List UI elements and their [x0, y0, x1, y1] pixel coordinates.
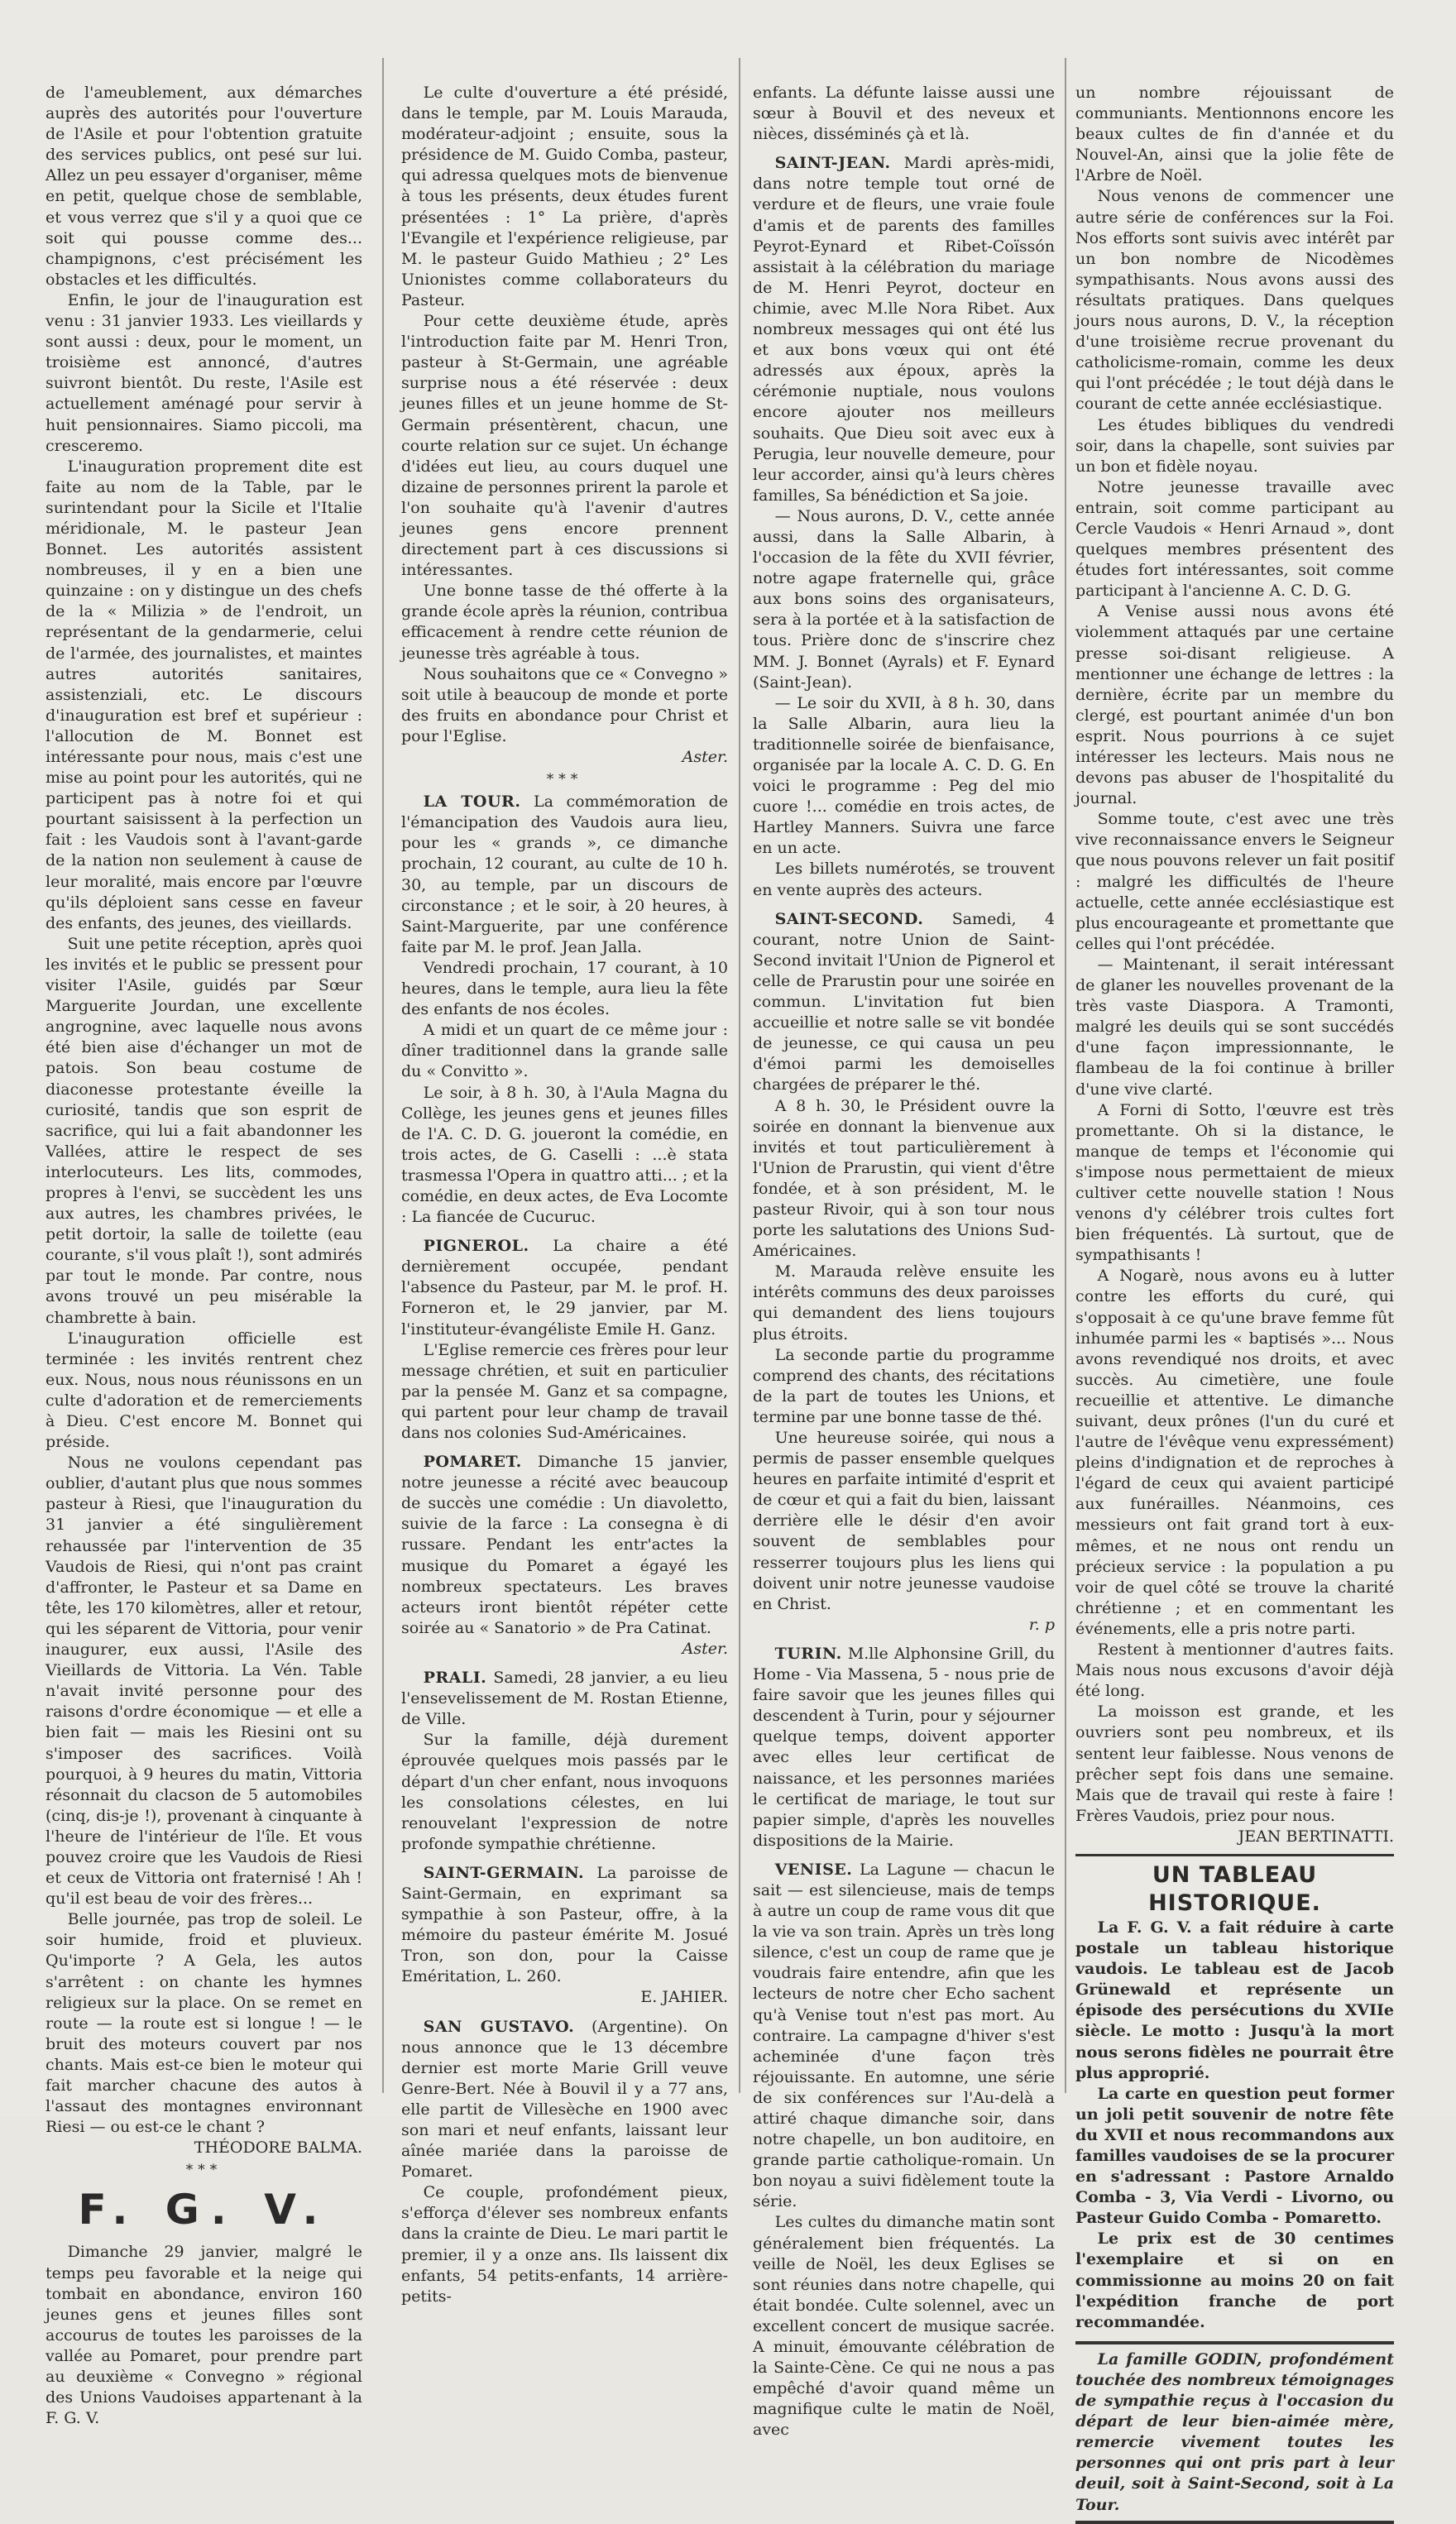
paragraph: Le soir, à 8 h. 30, à l'Aula Magna du Collège, les jeunes gens et jeunes filles de l'A. C. D. G. joueront la comédie, en trois actes, de G. Caselli : ...è stata trasmessa l'Opera in quattro atti... ; et la comédie, en deux actes, de Eva Locomte : La fiancée de Cucuruc. [401, 1083, 728, 1227]
paragraph: enfants. La défunte laisse aussi une sœur à Bouvil et des neveux et nièces, disséminés çà et là. [753, 84, 1055, 144]
item-text: La Lagune — chacun le sait — est silencieuse, mais de temps à autre un coup de rame vous dit que la vie va son train. Après un très long silence, c'est un coup de rame que je voudrais faire entendre, afin que les lecteurs de notre cher Echo sachent qu'à Venise tout n'est pas mort. Au contraire. La campagne d'hiver s'est acheminée d'une façon très réjouissante. En automne, une série de six conférences sur l'Au-delà a attiré chaque dimanche soir, dans notre chapelle, un bon auditoire, en grande partie catholique-romain. Un bon noyau a suivi fidèlement toute la série. [753, 1860, 1055, 2211]
paragraph: A Forni di Sotto, l'œuvre est très promettante. Oh si la distance, le manque de temps et l'économie qui s'impose nous permettaient de mieux cultiver cette nouvelle station ! Nous venons d'y célébrer trois cultes fort bien fréquentés. Là surtout, que de sympathisants ! [1075, 1100, 1394, 1265]
news-item-la-tour [401, 792, 728, 958]
news-item-saint-germain [401, 1863, 728, 1988]
item-text: (Argentine). On nous annonce que le 13 décembre dernier est morte Marie Grill veuve Genre-Bert. Née à Bouvil il y a 77 ans, elle partit de Villesèche en 1900 avec son mari et neuf enfants, laissant leur aînée mariée dans la paroisse de Pomaret. [401, 2017, 728, 2182]
paragraph: La carte en question peut former un joli petit souvenir de notre fête du XVII et nous recommandons aux familles vaudoises de se la procurer en s'adressant : Pastore Arnaldo Comba - 3, Via Verdi - Livorno, ou Pasteur Guido Comba - Pomaretto. [1075, 2084, 1394, 2228]
item-text: Samedi, 4 courant, notre Union de Saint-Second invitait l'Union de Pignerol et celle de Prarustin pour une soirée en commun. L'invitation fut bien accueillie et notre salle se vit bondée de jeunesse, ce qui causa un peu d'émoi parmi les demoiselles chargées de préparer le thé. [753, 909, 1056, 1094]
section-head: PRALI. [423, 1669, 487, 1688]
paragraph: Les billets numérotés, se trouvent en vente auprès des acteurs. [753, 860, 1055, 899]
paragraph: La F. G. V. a fait réduire à carte postale un tableau historique vaudois. Le tableau est de Jacob Grünewald et représente un épisode des persécutions du XVIIe siècle. Le motto : Jusqu'à la mort nous serons fidèles ne pourrait être plus approprié. [1075, 1918, 1394, 2082]
paragraph: Restent à mentionner d'autres faits. Mais nous nous excusons d'avoir déjà été long. [1075, 1640, 1394, 1701]
signature: E. JAHIER. [640, 1988, 728, 2007]
paragraph: Ce couple, profondément pieux, s'efforça d'élever ses nombreux enfants dans la crainte de Dieu. Le mari partit le premier, il y a onze ans. Ils laissent dix enfants, 54 petits-enfants, 14 arrière-petits- [401, 2183, 728, 2306]
paragraph: de l'ameublement, aux démarches auprès des autorités pour l'ouverture de l'Asile et pour l'obtention gratuite des services publics, ont pesé sur lui. Allez un peu essayer d'organiser, même en petit, quelque chose de semblable, et vous verrez que s'il y a quoi que ce soit qui pousse comme des... champignons, c'est précisément les obstacles et les difficultés. [46, 84, 362, 289]
paragraph: L'inauguration proprement dite est faite au nom de la Table, par le surintendant pour la Sicile et l'Italie méridionale, M. le pasteur Jean Bonnet. Les autorités assistent nombreuses, il y en a bien une quinzaine : on y distingue un des chefs de la « Milizia » de l'endroit, un représentant de la gendarmerie, celui de l'armée, des journalistes, et maintes autres autorités sanitaires, assistenziali, etc. Le discours d'inauguration est bref et supérieur : l'allocution de M. Bonnet est intéressante pour nous, mais c'est une mise au point pour les autorités, qui ne participent pas à notre foi et qui pourtant saisissent à la perfection un fait : les Vaudois sont à l'avant-garde de la nation non seulement à cause de leur moralité, mais encore par l'œuvre qu'ils déploient sans cesse en faveur des enfants, des jeunes, des vieillards. [46, 457, 362, 932]
separator-stars: *** [546, 771, 583, 788]
column-3 [753, 83, 1056, 2440]
section-head: SAINT-JEAN. [774, 154, 891, 173]
paragraph: Suit une petite réception, après quoi les invités et le public se pressent pour visiter l'Asile, guidés par Sœur Marguerite Jourdan, une excellente angrognine, avec laquelle nous avons été bien aise d'échanger un mot de patois. Son beau costume de diaconesse protestante éveille la curiosité, tandis que son esprit de sacrifice, qui lui a fait abandonner les Vallées, attire le respect de ses interlocuteurs. Les lits, commodes, propres à l'envi, se succèdent les uns aux autres, les chambres privées, le petit dortoir, la salle de toilette (eau courante, s'il vous plaît !), sont admirés par tout le monde. Par contre, nous avons trouvé un peu misérable la chambrette à bain. [46, 934, 362, 1327]
column-2 [401, 83, 729, 2306]
paragraph: Les études bibliques du vendredi soir, dans la chapelle, sont suivies par un bon et fidèle noyau. [1075, 415, 1394, 476]
signature: Aster. [682, 1639, 728, 1658]
paragraph: Pour cette deuxième étude, après l'introduction faite par M. Henri Tron, pasteur à St-Germain, une agréable surprise nous a été réservée : deux jeunes filles et un jeune homme de St-Germain présentèrent, chacun, une courte relation sur ce sujet. Un échange d'idées eut lieu, au cours duquel une dizaine de personnes prirent la parole et l'on souhaite qu'à l'avenir d'autres jeunes gens encore prennent directement part à ces discussions si intéressantes. [401, 312, 728, 580]
signature: r. p [1028, 1615, 1055, 1634]
paragraph: Nous souhaitons que ce « Convegno » soit utile à beaucoup de monde et porte des fruits en abondance pour Christ et pour l'Eglise. [401, 664, 728, 745]
paragraph: — Nous aurons, D. V., cette année aussi, dans la Salle Albarin, à l'occasion de la fête du XVII février, notre agape fraternelle qui, grâce aux bons soins des organisateurs, sera à la portée et à la satisfaction de tous. Prière donc de s'inscrire chez MM. J. Bonnet (Ayrals) et F. Eynard (Saint-Jean). [753, 506, 1055, 692]
paragraph: A Venise aussi nous avons été violemment attaqués par une certaine presse soi-disant religieuse. A mentionner une échange de lettres : la dernière, écrite par un membre du clergé, est pourtant animée d'un bon esprit. Nous pourrions à ce sujet intéresser les lecteurs. Mais nous ne devons pas abuser de l'hospitalité du journal. [1075, 602, 1394, 808]
paragraph: Somme toute, c'est avec une très vive reconnaissance envers le Seigneur que nous pouvons relever un fait positif : malgré les difficultés de l'heure actuelle, cette année ecclésiastique est plus encourageante et promettante que celles qui l'ont précédée. [1075, 810, 1394, 953]
item-text: La paroisse de Saint-Germain, en exprimant sa sympathie à son Pasteur, offre, à la mémoire du pasteur émérite M. Josué Tron, son don, pour la Caisse Eméritation, L. 260. [401, 1863, 728, 1986]
section-head: SAINT-GERMAIN. [423, 1863, 585, 1882]
paragraph: L'Eglise remercie ces frères pour leur message chrétien, et suit en particulier par la pensée M. Ganz et sa compagne, qui partent pour leur champ de travail dans nos colonies Sud-Américaines. [401, 1340, 728, 1442]
column-rule [1065, 58, 1066, 2093]
news-item-venise [753, 1860, 1055, 2213]
news-item-saint-second [753, 909, 1055, 1096]
paragraph: Le prix est de 30 centimes l'exemplaire et si on en commissionne au moins 20 on fait l'expédition franche de port recommandée. [1075, 2229, 1394, 2331]
item-text: Dimanche 15 janvier, notre jeunesse a récité avec beaucoup de succès une comédie : Un diavoletto, suivie de la farce : La consegna è di russare. Pendant les entr'actes la musique du Pomaret a égayé les nombreux spectateurs. Les braves acteurs iront bientôt répéter cette soirée au « Sanatorio » de Pra Catinat. [401, 1453, 728, 1637]
news-item-pomaret [401, 1452, 728, 1639]
news-item-saint-jean [753, 153, 1055, 506]
paragraph: Nous ne voulons cependant pas oublier, d'autant plus que nous sommes pasteur à Riesi, que l'inauguration du 31 janvier a été singulièrement rehaussée par l'intervention de 35 Vaudois de Riesi, qui n'ont pas craint d'affronter, le Pasteur et sa Dame en tête, les 170 kilomètres, aller et retour, qui les séparent de Vittoria, pour venir inaugurer, eux aussi, l'Asile des Vieillards de Vittoria. La Vén. Table n'avait invité personne pour des raisons d'ordre économique — et elle a bien fait — mais les Riesini ont su s'imposer des sacrifices. Voilà pourquoi, à 9 heures du matin, Vittoria résonnait du clacson de 5 automobiles (cinq, dis-je !), provenant à cinquante à l'heure de l'intérieur de l'île. Et vous pouvez croire que les Vaudois de Riesi et ceux de Vittoria ont fraternisé ! Ah ! qu'il est beau de voir des frères... [46, 1454, 362, 1909]
paragraph: Le culte d'ouverture a été présidé, dans le temple, par M. Louis Marauda, modérateur-adjoint ; ensuite, sous la présidence de M. Guido Comba, pasteur, qui adressa quelques mots de bienvenue à tous les présents, deux études furent présentées : 1° La prière, d'après l'Evangile et l'expérience religieuse, par M. le pasteur Guido Mathieu ; 2° Les Unionistes comme collaborateurs du Pasteur. [401, 84, 728, 309]
news-item-pignerol [401, 1236, 728, 1339]
section-head: SAN GUSTAVO. [423, 2017, 575, 2036]
paragraph: un nombre réjouissant de communiants. Mentionnons encore les beaux cultes de fin d'année et du Nouvel-An, ainsi que la jolie fête de l'Arbre de Noël. [1075, 84, 1394, 185]
section-head: SAINT-SECOND. [774, 909, 924, 928]
paragraph: Sur la famille, déjà durement éprouvée quelques mois passés par le départ d'un cher enfant, nous invoquons les consolations célestes, en lui renouvelant l'expression de notre profonde sympathie chrétienne. [401, 1731, 728, 1853]
paragraph: Enfin, le jour de l'inauguration est venu : 31 janvier 1933. Les vieillards y sont aussi : deux, pour le moment, un troisième est annoncé, d'autres suivront bientôt. Du reste, l'Asile est actuellement aménagé pour servir à huit pensionnaires. Siamo piccoli, ma cresceremo. [46, 290, 362, 455]
paragraph: Belle journée, pas trop de soleil. Le soir humide, froid et pluvieux. Qu'importe ? A Gela, les autos s'arrêtent : on chante les hymnes religieux sur la place. On se remet en route — la route est si longue ! — le bruit des moteurs couvert par nos chants. Mais est-ce bien le moteur qui fait marcher chacune des autos à l'assaut des montagnes environnant Riesi — ou est-ce le chant ? [46, 1910, 362, 2137]
paragraph: Vendredi prochain, 17 courant, à 10 heures, dans le temple, aura lieu la fête des enfants de nos écoles. [401, 958, 728, 1019]
paragraph: A 8 h. 30, le Président ouvre la soirée en donnant la bienvenue aux invités et tout particulièrement à l'Union de Prarustin, qui vient d'être fondée, et à son président, M. le pasteur Rivoir, qui à son tour nous porte les salutations des Unions Sud-Américaines. [753, 1096, 1055, 1261]
paragraph: La moisson est grande, et les ouvriers sont peu nombreux, et ils sentent leur faiblesse. Nous venons de prêcher sept fois dans une semaine. Mais que de travail qui reste à faire ! Frères Vaudois, priez pour nous. [1075, 1703, 1394, 1825]
column-1 [46, 83, 362, 2428]
section-head: PIGNEROL. [423, 1237, 529, 1256]
paragraph: M. Marauda relève ensuite les intérêts communs des deux paroisses qui demandent des liens toujours plus étroits. [753, 1262, 1055, 1343]
fgv-title: F. G. V. [78, 2186, 330, 2234]
paragraph: Une bonne tasse de thé offerte à la grande école après la réunion, contribua efficacement à rendre cette réunion de jeunesse très agréable à tous. [401, 582, 728, 663]
signature: Aster. [682, 748, 728, 766]
news-item-prali [401, 1668, 728, 1730]
section-head: POMARET. [423, 1453, 522, 1472]
item-text: La commémoration de l'émancipation des Vaudois aura lieu, pour les « grands », ce dimanche prochain, 12 courant, au culte de 10 h. 30, au temple, par un discours de circonstance ; et le soir, à 20 heures, à Saint-Marguerite, par une conférence faite par M. le prof. Jean Jalla. [401, 793, 729, 956]
news-item-san-gustavo [401, 2017, 728, 2183]
column-rule [739, 58, 740, 2093]
paragraph: L'inauguration officielle est terminée : les invités rentrent chez eux. Nous, nous nous réunissons en un culte d'adoration et de remerciements à Dieu. C'est encore M. Bonnet qui préside. [46, 1329, 362, 1452]
paragraph: Nous venons de commencer une autre série de conférences sur la Foi. Nos efforts sont suivis avec intérêt par un bon nombre de Nicodèmes sympathisants. Nous avons aussi des résultats pratiques. Dans quelques jours nous aurons, D. V., la réception d'une troisième recrue provenant du catholicisme-romain, comme les deux qui l'ont précédée ; le tout déjà dans le courant de cette année ecclésiastique. [1075, 187, 1394, 414]
column-4 [1075, 83, 1394, 2514]
section-head: VENISE. [774, 1860, 853, 1879]
separator-stars: *** [185, 2162, 223, 2179]
column-rule [382, 58, 384, 2093]
paragraph: Une heureuse soirée, qui nous a permis de passer ensemble quelques heures en parfaite intimité d'esprit et de cœur et qui a fait du bien, laissant derrière elle le désir d'en avoir souvent de semblables pour resserrer toujours plus les liens qui doivent unir notre jeunesse vaudoise en Christ. [753, 1429, 1055, 1613]
section-head: LA TOUR. [423, 793, 521, 812]
signature: THÉODORE BALMA. [194, 2138, 362, 2158]
tableau-historique-title: UN TABLEAU HISTORIQUE. [1075, 1854, 1394, 1918]
paragraph: A midi et un quart de ce même jour : dîner traditionnel dans la grande salle du « Convitto ». [401, 1021, 728, 1081]
paragraph: — Maintenant, il serait intéressant de glaner les nouvelles provenant de la très vaste Diaspora. A Tramonti, malgré les deuils qui se sont succédés d'une façon impressionnante, le flambeau de la foi continue à briller d'une vive clarté. [1075, 955, 1394, 1099]
section-head: TURIN. [774, 1644, 842, 1663]
paragraph: Dimanche 29 janvier, malgré le temps peu favorable et la neige qui tombait en abondance, environ 160 jeunes gens et jeunes filles sont accourus de toutes les paroisses de la vallée au Pomaret, pour prendre part au deuxième « Convegno » régional des Unions Vaudoises appartenant à la F. G. V. [46, 2243, 362, 2428]
signature: JEAN BERTINATTI. [1238, 1827, 1394, 1846]
item-text: Samedi, 28 janvier, a eu lieu l'ensevelissement de M. Rostan Etienne, de Ville. [401, 1669, 729, 1729]
item-text: Mardi après-midi, dans notre temple tout orné de verdure et de fleurs, une vraie foule d'amis et de parents des familles Peyrot-Eynard et Ribet-Coïssón assistait à la célébration du mariage de M. Henri Peyrot, docteur en chimie, avec M.lle Nora Ribet. Aux nombreux messages qui ont été lus et aux bons vœux qui ont été adressés aux époux, après la cérémonie nuptiale, nous voulons encore ajouter nos meilleurs souhaits. Que Dieu soit avec eux à Perugia, leur nouvelle demeure, pour leur accorder, ainsi qu'à leurs chères familles, Sa bénédiction et Sa joie. [753, 154, 1055, 505]
paragraph: La seconde partie du programme comprend des chants, des récitations de la part de toutes les Unions, et termine par une bonne tasse de thé. [753, 1345, 1055, 1426]
paragraph: Les cultes du dimanche matin sont généralement bien fréquentés. La veille de Noël, les deux Eglises se sont réunies dans notre chapelle, qui était bondée. Culte solennel, avec un excellent concert de musique sacrée. A minuit, émouvante célébration de la Sainte-Cène. Ce qui ne nous a pas empêché d'avoir quand même un magnifique culte le matin de Noël, avec [753, 2213, 1055, 2440]
godin-family-notice: La famille GODIN, profondément touchée des nombreux témoignages de sympathie reçus à l'occasion du départ de leur bien-aimée mère, remercie vivement toutes les personnes qui ont pris part à leur deuil, soit à Saint-Second, soit à La Tour. [1075, 2341, 1394, 2524]
paragraph: — Le soir du XVII, à 8 h. 30, dans la Salle Albarin, aura lieu la traditionnelle soirée de bienfaisance, organisée par la locale A. C. D. G. En voici le programme : Peg del mio cuore !... comédie en trois actes, de Hartley Manners. Suivra une farce en un acte. [753, 693, 1055, 858]
item-text: La chaire a été dernièrement occupée, pendant l'absence du Pasteur, par M. le prof. H. Forneron et, le 29 janvier, par M. l'instituteur-évangéliste Emile H. Ganz. [401, 1237, 729, 1339]
paragraph: A Nogarè, nous avons eu à lutter contre les efforts du curé, qui s'opposait à ce qu'une brave femme fût inhumée parmi les « baptisés »... Nous avons revendiqué nos droits, et avec succès. Au cimetière, une foule recueillie et attentive. Le dimanche suivant, deux prônes (l'un du curé et l'autre de l'évêque venu expressément) pleins d'indignation et de reproches à l'égard de ceux qui avaient participé aux funérailles. Néanmoins, ces messieurs ont fait grand tort à eux-mêmes, et ne nous ont rendu un précieux service : la population a pu voir de quel côté se trouve la charité chrétienne ; et en commentant les événements, elle a pris notre parti. [1075, 1267, 1394, 1638]
item-text: M.lle Alphonsine Grill, du Home - Via Massena, 5 - nous prie de faire savoir que les jeunes filles qui descendent à Turin, pour y séjourner quelque temps, doivent apporter avec elles leur certificat de naissance, et les personnes mariées le certificat de mariage, le tout sur papier simple, d'après les nouvelles dispositions de la Mairie. [753, 1644, 1055, 1850]
news-item-turin [753, 1644, 1055, 1851]
paragraph: Notre jeunesse travaille avec entrain, soit comme participant au Cercle Vaudois « Henri Arnaud », dont quelques membres présentent des études fort intéressantes, soit comme participant à l'ancienne A. C. D. G. [1075, 477, 1394, 601]
